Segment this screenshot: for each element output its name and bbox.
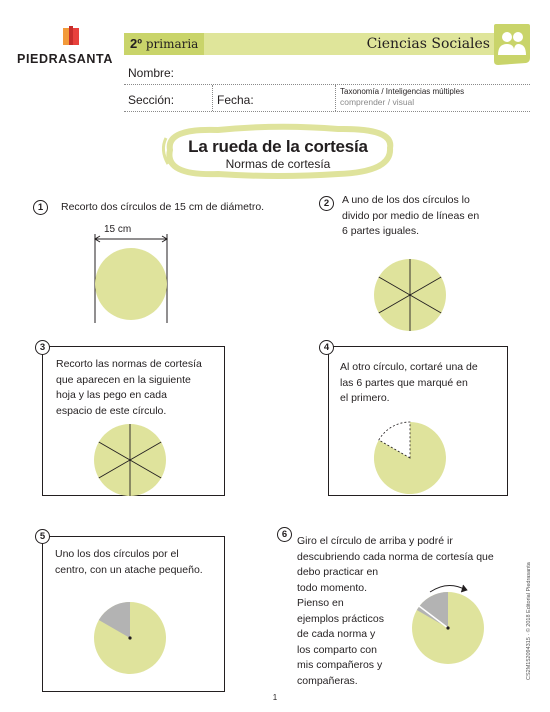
step-1-number: 1 bbox=[33, 200, 48, 215]
measure-label: 15 cm bbox=[104, 224, 132, 235]
step-5-text: Uno los dos círculos por el centro, con un atache pequeño. bbox=[55, 548, 203, 576]
step-2-text: A uno de los dos círculos lo divido por medio de líneas en 6 partes iguales. bbox=[342, 194, 480, 237]
book-logo-icon bbox=[60, 26, 82, 48]
step-3-number: 3 bbox=[35, 340, 50, 355]
step-2-divided-circle bbox=[370, 255, 450, 335]
step-2-number: 2 bbox=[319, 196, 334, 211]
step-3-divided-circle bbox=[92, 422, 168, 498]
name-line bbox=[124, 84, 530, 85]
section-line bbox=[124, 111, 530, 112]
title-sub: Normas de cortesía bbox=[225, 157, 331, 171]
step-5-number: 5 bbox=[35, 529, 50, 544]
name-label: Nombre: bbox=[128, 66, 175, 80]
step-4-text: Al otro círculo, cortaré una de las 6 partes que marqué en el primero. bbox=[340, 361, 478, 404]
step-1-circle-diagram bbox=[85, 228, 177, 328]
date-label: Fecha: bbox=[217, 93, 254, 107]
step-6-rotating-wheel bbox=[408, 578, 492, 668]
step-6-number: 6 bbox=[277, 527, 292, 542]
publisher-name: PIEDRASANTA bbox=[17, 52, 113, 66]
step-4-cut-circle bbox=[370, 418, 450, 498]
taxonomy-value: comprender / visual bbox=[340, 97, 415, 107]
section-label: Sección: bbox=[128, 93, 175, 107]
step-1-text: Recorto dos círculos de 15 cm de diámetro. bbox=[61, 201, 265, 213]
worksheet-title bbox=[158, 120, 398, 182]
grade-label: 2º primaria bbox=[124, 33, 204, 55]
step-5-joined-circles bbox=[92, 600, 168, 676]
page-number: 1 bbox=[272, 693, 278, 702]
publisher-logo bbox=[10, 26, 120, 76]
step-3-text: Recorto las normas de cortesía que aparecen en la siguiente hoja y las pego en cada espacio de este círculo. bbox=[56, 358, 202, 417]
step-4-number: 4 bbox=[319, 340, 334, 355]
divider bbox=[212, 85, 213, 111]
step-6-text: Giro el círculo de arriba y podré ir descubriendo cada norma de cortesía que debo practicar en todo momento. Pienso en ejemplos prácticos de cada norma y los comparto con mis compañeros y compañeras. bbox=[297, 535, 494, 687]
divider bbox=[335, 85, 336, 111]
subject-title: Ciencias Sociales bbox=[366, 36, 490, 52]
taxonomy-label: Taxonomía / Inteligencias múltiples bbox=[340, 87, 465, 96]
people-icon bbox=[492, 22, 532, 66]
title-main: La rueda de la cortesía bbox=[188, 137, 368, 156]
side-code: CS2M152094315 · © 2018 Editorial Piedrasanta bbox=[526, 562, 532, 680]
